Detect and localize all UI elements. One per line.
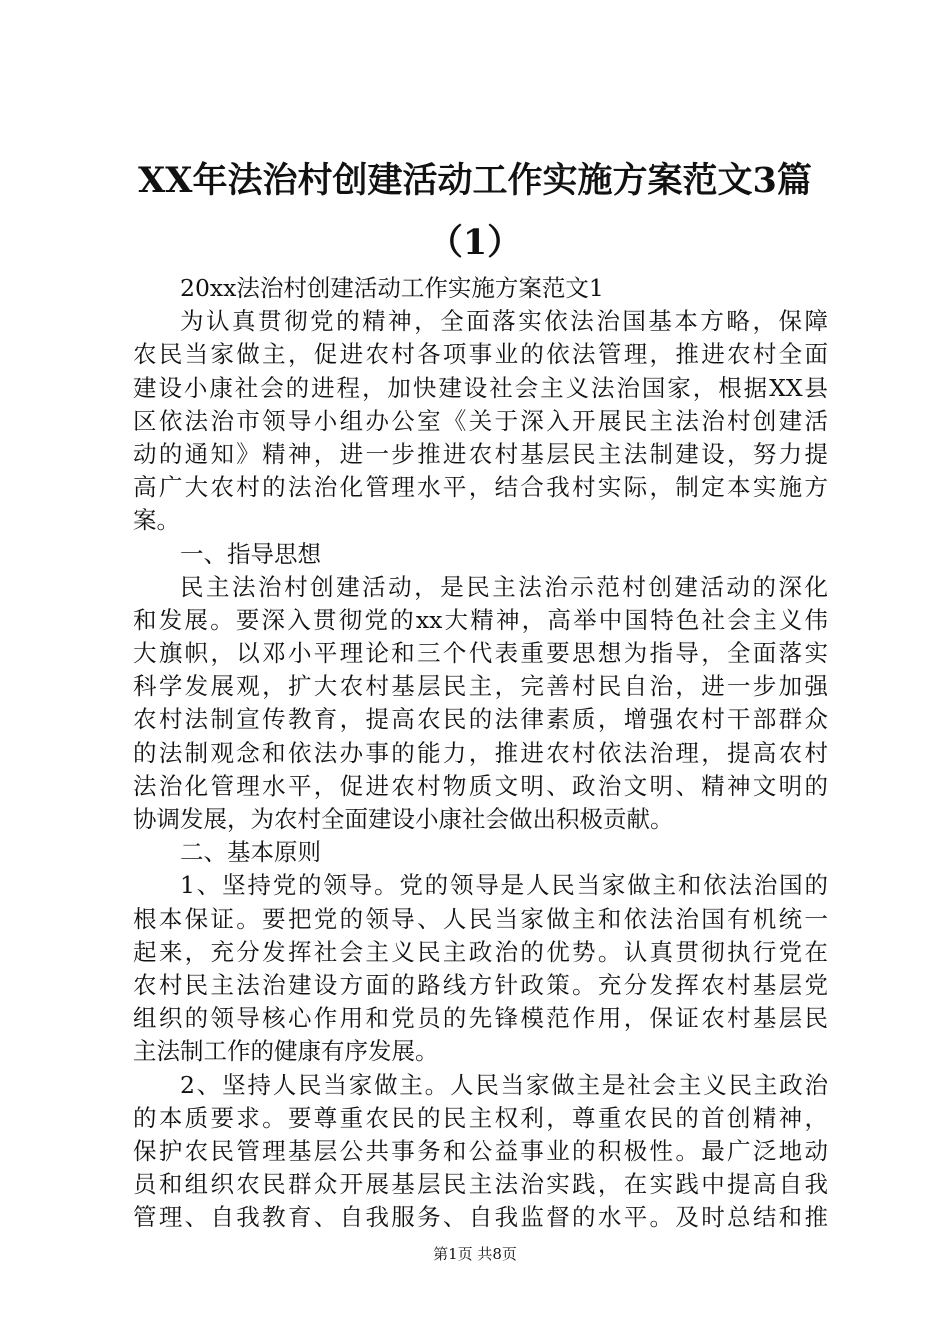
body-line: 为认真贯彻党的精神，全面落实依法治国基本方略，保障 bbox=[180, 307, 828, 336]
body-line: 管理、自我教育、自我服务、自我监督的水平。及时总结和推 bbox=[133, 1203, 828, 1232]
body-line: 协调发展，为农村全面建设小康社会做出积极贡献。 bbox=[133, 805, 674, 833]
body-line: 民主法治村创建活动，是民主法治示范村创建活动的深化 bbox=[180, 572, 828, 601]
section-heading: 二、基本原则 bbox=[180, 838, 321, 867]
body-line: 大旗帜，以邓小平理论和三个代表重要思想为指导，全面落实 bbox=[133, 639, 828, 668]
section-heading: 一、指导思想 bbox=[180, 539, 321, 568]
body-line: 法治化管理水平，促进农村物质文明、政治文明、精神文明的 bbox=[133, 771, 828, 800]
body-line: 主法制工作的健康有序发展。 bbox=[133, 1037, 439, 1066]
body-line: 20xx法治村创建活动工作实施方案范文1 bbox=[180, 274, 604, 302]
body-line: 员和组织农民群众开展基层民主法治实践，在实践中提高自我 bbox=[133, 1170, 828, 1199]
body-line: 农民当家做主，促进农村各项事业的依法管理，推进农村全面 bbox=[133, 340, 828, 369]
body-line: 高广大农村的法治化管理水平，结合我村实际，制定本实施方 bbox=[133, 473, 828, 502]
body-line: 科学发展观，扩大农村基层民主，完善村民自治，进一步加强 bbox=[133, 672, 828, 701]
body-line: 区依法治市领导小组办公室《关于深入开展民主法治村创建活 bbox=[133, 406, 828, 435]
body-line: 保护农民管理基层公共事务和公益事业的积极性。最广泛地动 bbox=[133, 1136, 828, 1165]
body-line: 和发展。要深入贯彻党的xx大精神，高举中国特色社会主义伟 bbox=[133, 605, 828, 634]
body-line: 农村法制宣传教育，提高农民的法律素质，增强农村干部群众 bbox=[133, 705, 828, 734]
document-body bbox=[133, 272, 828, 1234]
body-line: 组织的领导核心作用和党员的先锋模范作用，保证农村基层民 bbox=[133, 1004, 828, 1033]
document-title-line1: XX年法治村创建活动工作实施方案范文3篇 bbox=[138, 160, 812, 201]
body-line: 的本质要求。要尊重农民的民主权利，尊重农民的首创精神， bbox=[133, 1103, 828, 1132]
page-footer: 第1页 共8页 bbox=[433, 1245, 517, 1263]
body-line: 的法制观念和依法办事的能力，推进农村依法治理，提高农村 bbox=[133, 738, 828, 767]
body-line: 建设小康社会的进程，加快建设社会主义法治国家，根据XX县 bbox=[133, 373, 828, 402]
body-line: 动的通知》精神，进一步推进农村基层民主法制建设，努力提 bbox=[133, 439, 828, 468]
body-line: 2、坚持人民当家做主。人民当家做主是社会主义民主政治 bbox=[180, 1070, 828, 1099]
document-title-line2: （1） bbox=[427, 222, 523, 263]
body-line: 1、坚持党的领导。党的领导是人民当家做主和依法治国的 bbox=[180, 871, 828, 900]
body-line: 根本保证。要把党的领导、人民当家做主和依法治国有机统一 bbox=[133, 904, 828, 933]
body-line: 案。 bbox=[133, 506, 180, 535]
body-line: 农村民主法治建设方面的路线方针政策。充分发挥农村基层党 bbox=[133, 970, 828, 999]
body-line: 起来，充分发挥社会主义民主政治的优势。认真贯彻执行党在 bbox=[133, 937, 828, 966]
